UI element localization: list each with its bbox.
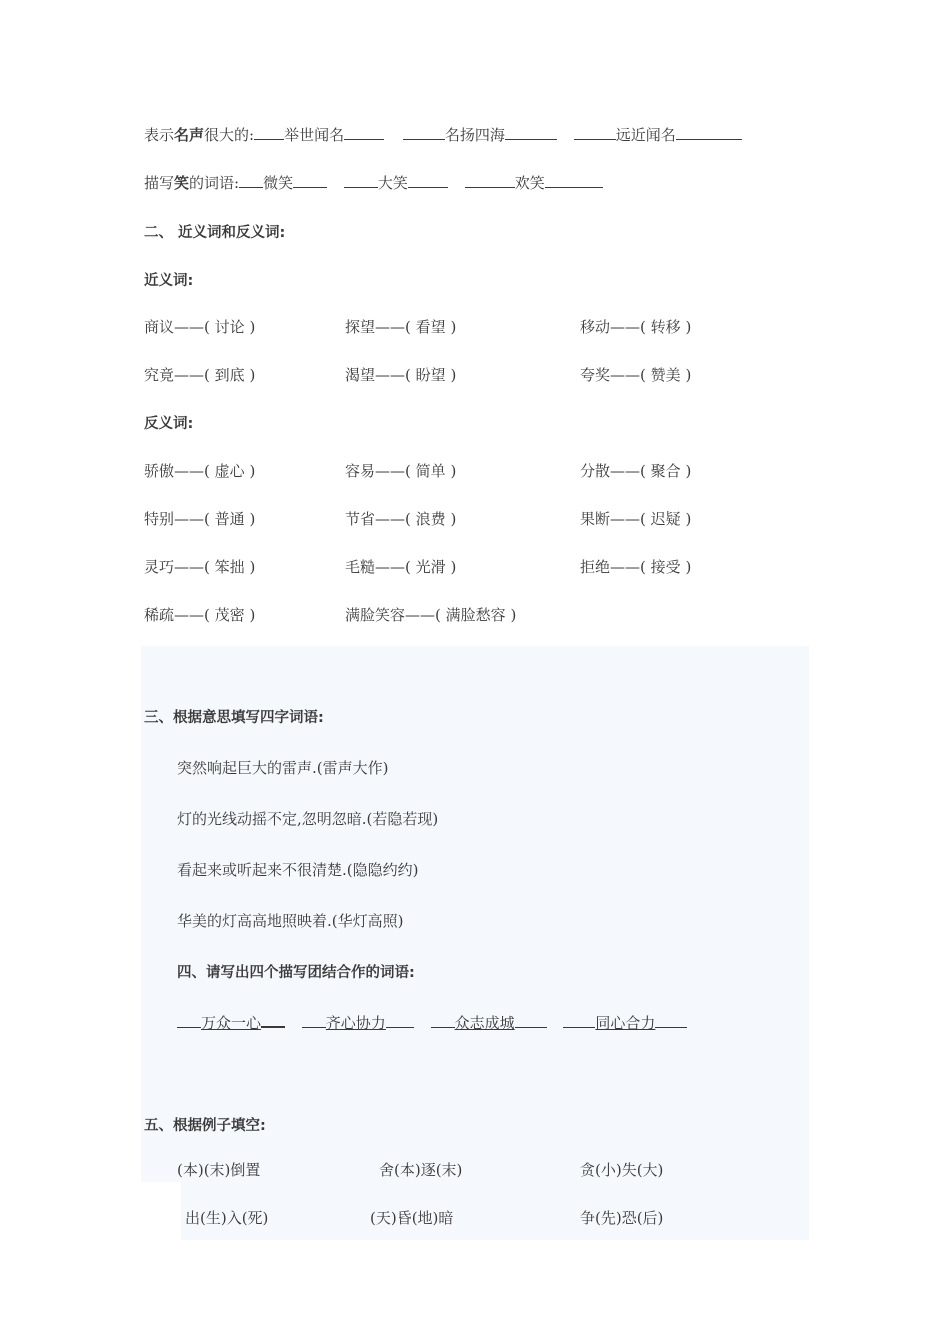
blank — [302, 1013, 326, 1028]
blank — [177, 1013, 201, 1028]
blank — [386, 1013, 414, 1028]
section-4-title: 四、请写出四个描写团结合作的词语: — [177, 965, 415, 981]
blank — [505, 125, 557, 140]
idiom-item: 舍(本)逐(末) — [379, 1161, 463, 1179]
antonym-item: 灵巧——( 笨拙 ) — [144, 558, 256, 576]
synonym-item: 移动——( 转移 ) — [580, 318, 692, 336]
blank — [254, 125, 284, 140]
idiom-item: (天)昏(地)暗 — [370, 1209, 454, 1227]
laugh-word-1: 微笑 — [263, 174, 294, 192]
antonym-item: 果断——( 迟疑 ) — [580, 510, 692, 528]
antonym-item: 特别——( 普通 ) — [144, 510, 256, 528]
blank — [655, 1013, 687, 1028]
definition-item: 灯的光线动摇不定,忽明忽暗.(若隐若现) — [177, 810, 439, 828]
blank — [344, 125, 384, 140]
laugh-word-3: 欢笑 — [514, 174, 545, 192]
idiom-item: (本)(末)倒置 — [177, 1161, 261, 1179]
fame-word-2: 名扬四海 — [444, 126, 505, 144]
blank — [408, 173, 448, 188]
unity-word: 同心合力 — [595, 1014, 656, 1032]
section-5-title: 五、根据例子填空: — [144, 1118, 266, 1134]
synonyms-title: 近义词: — [144, 273, 194, 289]
idiom-item: 贪(小)失(大) — [580, 1161, 664, 1179]
synonym-item: 探望——( 看望 ) — [345, 318, 457, 336]
blank — [293, 173, 327, 188]
fame-word-1: 举世闻名 — [284, 126, 345, 144]
antonym-item: 容易——( 简单 ) — [345, 462, 457, 480]
blank — [344, 173, 378, 188]
unity-words-line — [177, 1012, 687, 1033]
blank — [545, 173, 603, 188]
synonym-item: 夸奖——( 赞美 ) — [580, 366, 692, 384]
blank — [239, 173, 263, 188]
antonyms-title: 反义词: — [144, 416, 194, 432]
antonym-item: 分散——( 聚合 ) — [580, 462, 692, 480]
section-2-title: 二、 近义词和反义词: — [144, 225, 286, 241]
idiom-item: 争(先)恐(后) — [580, 1209, 664, 1227]
unity-word: 齐心协力 — [325, 1014, 386, 1032]
antonym-item: 节省——( 浪费 ) — [345, 510, 457, 528]
blank — [515, 1013, 547, 1028]
fame-line — [144, 124, 742, 145]
section-3-title: 三、根据意思填写四字词语: — [144, 710, 324, 726]
definition-item: 华美的灯高高地照映着.(华灯高照) — [177, 912, 404, 930]
laugh-label-prefix: 描写 — [144, 174, 175, 192]
antonym-item: 满脸笑容——( 满脸愁容 ) — [345, 606, 517, 624]
laugh-label-bold: 笑 — [174, 174, 190, 192]
blank — [261, 1012, 285, 1028]
blank — [465, 173, 515, 188]
blank — [676, 125, 742, 140]
unity-word: 万众一心 — [201, 1014, 262, 1032]
definition-item: 突然响起巨大的雷声.(雷声大作) — [177, 759, 389, 777]
blank — [403, 125, 445, 140]
blank — [431, 1013, 455, 1028]
blank — [563, 1013, 595, 1028]
shaded-panel-bottom — [181, 1182, 809, 1240]
antonym-item: 骄傲——( 虚心 ) — [144, 462, 256, 480]
fame-label-suffix: 很大的: — [204, 126, 255, 144]
fame-label-bold: 名声 — [174, 126, 205, 144]
synonym-item: 究竟——( 到底 ) — [144, 366, 256, 384]
laugh-label-suffix: 的词语: — [189, 174, 240, 192]
antonym-item: 毛糙——( 光滑 ) — [345, 558, 457, 576]
synonym-item: 商议——( 讨论 ) — [144, 318, 256, 336]
laugh-word-2: 大笑 — [377, 174, 408, 192]
antonym-item: 拒绝——( 接受 ) — [580, 558, 692, 576]
idiom-item: 出(生)入(死) — [185, 1209, 269, 1227]
laugh-line — [144, 172, 603, 193]
antonym-item: 稀疏——( 茂密 ) — [144, 606, 256, 624]
unity-word: 众志成城 — [454, 1014, 515, 1032]
definition-item: 看起来或听起来不很清楚.(隐隐约约) — [177, 861, 419, 879]
fame-word-3: 远近闻名 — [615, 126, 676, 144]
synonym-item: 渴望——( 盼望 ) — [345, 366, 457, 384]
fame-label-prefix: 表示 — [144, 126, 175, 144]
blank — [574, 125, 616, 140]
